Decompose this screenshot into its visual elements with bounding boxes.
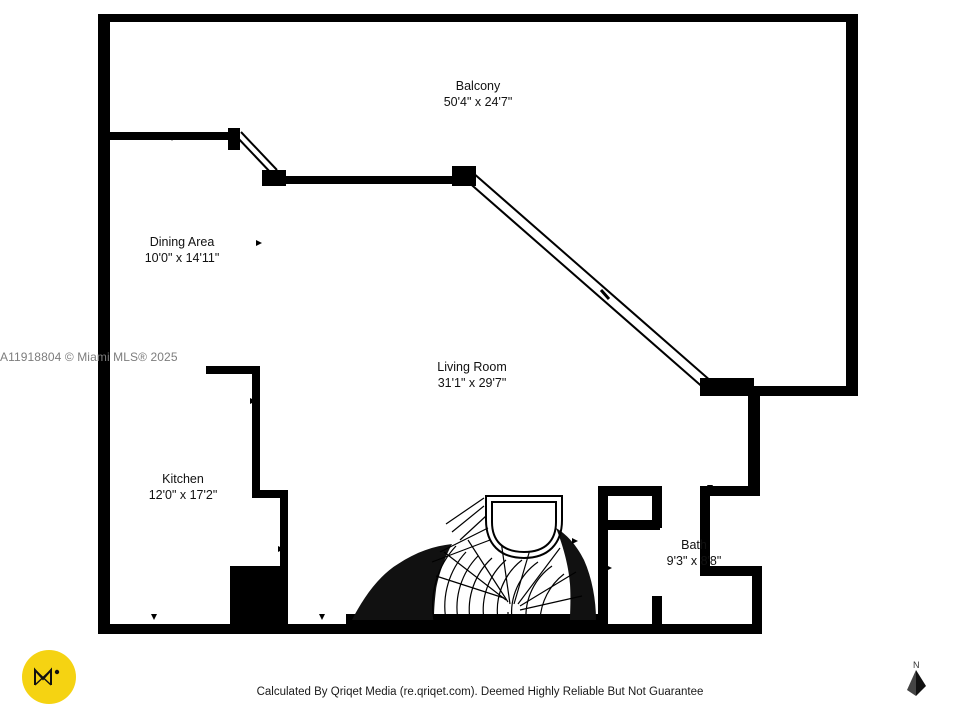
- room-dimensions: 10'0" x 14'11": [144, 251, 220, 265]
- compass-rose: [900, 660, 940, 710]
- spiral-staircase: [352, 496, 596, 620]
- room-name: Kitchen: [162, 472, 204, 486]
- mls-watermark: A11918804 © Miami MLS® 2025: [0, 350, 178, 364]
- room-dimensions: 9'3" x 8'8": [666, 554, 722, 568]
- room-label-living-room: [392, 359, 552, 391]
- room-label-dining-area: [102, 234, 262, 266]
- room-dimensions: 50'4" x 24'7": [443, 95, 513, 109]
- room-label-bath: [614, 537, 774, 569]
- qriqet-logo-icon: [22, 650, 76, 704]
- room-label-balcony: [398, 78, 558, 110]
- compass-north-label: N: [913, 660, 920, 670]
- logo-mark-icon: [32, 665, 66, 689]
- compass-needle-icon: [900, 660, 940, 704]
- room-dimensions: 12'0" x 17'2": [148, 488, 218, 502]
- room-dimensions: 31'1" x 29'7": [437, 376, 507, 390]
- room-name: Balcony: [455, 79, 501, 93]
- room-label-kitchen: [103, 471, 263, 503]
- room-name: Living Room: [437, 360, 507, 374]
- room-name: Bath: [681, 538, 707, 552]
- room-name: Dining Area: [149, 235, 215, 249]
- dimension-arrows: [104, 58, 852, 620]
- footer-disclaimer: Calculated By Qriqet Media (re.qriqet.com). Deemed Highly Reliable But Not Guarantee: [256, 686, 704, 698]
